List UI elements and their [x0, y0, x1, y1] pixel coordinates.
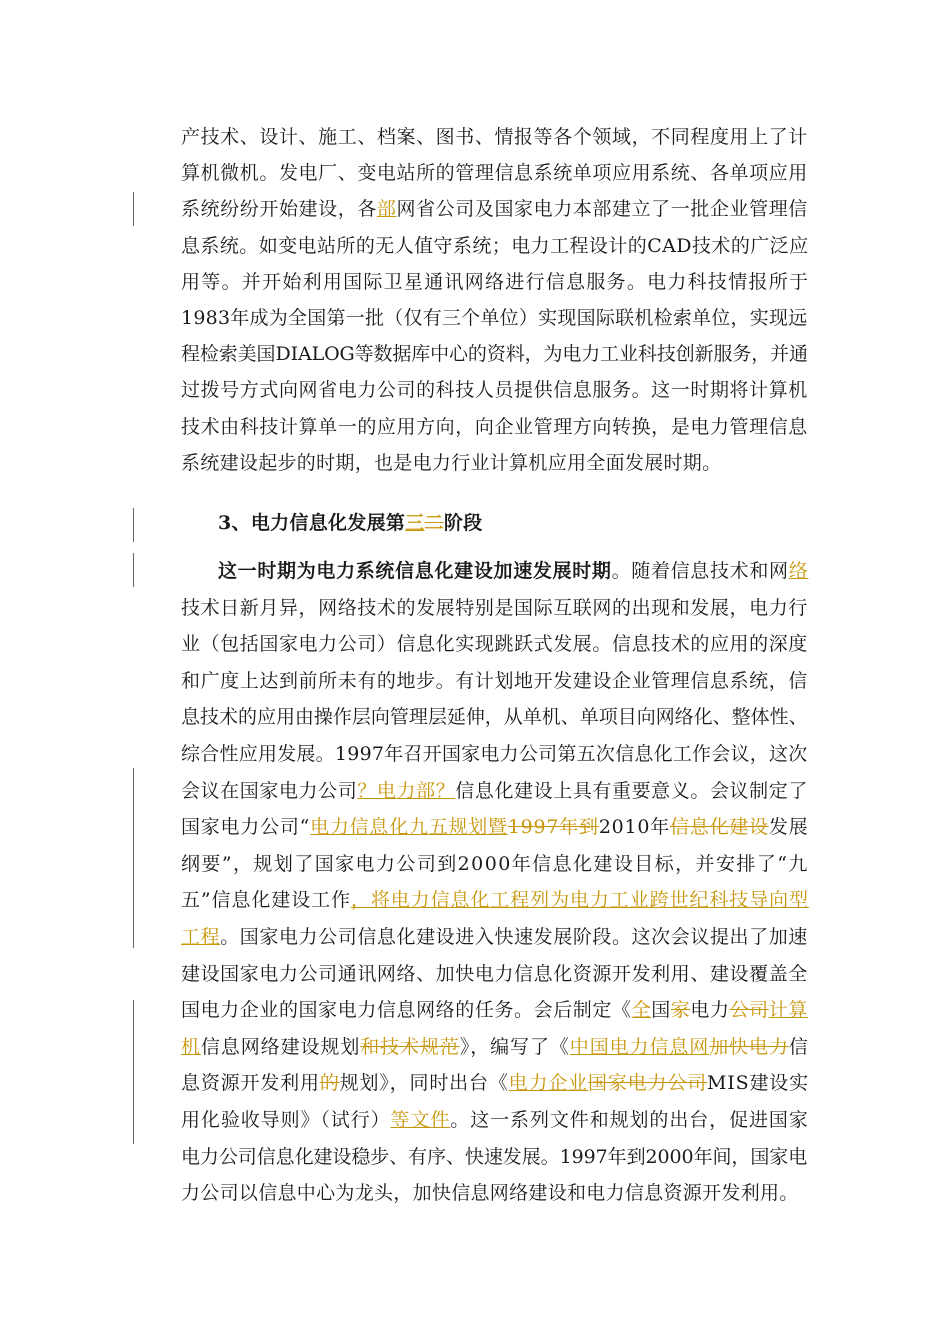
text-line	[181, 300, 808, 336]
text-run: 纲要”，规划了国家电力公司到2000年信息化建设目标，并安排了“九	[181, 853, 809, 875]
inserted-text: ，将电力信息化工程列为电力工业跨世纪科技导向型	[350, 889, 809, 911]
text-run: 3、电力信息化发展第	[218, 512, 406, 534]
text-run: 程检索美国DIALOG等数据库中心的资料，为电力工业科技创新服务，并通	[181, 343, 808, 365]
deleted-text: 二	[424, 512, 444, 534]
text-run: 系统纷纷开始建设，各	[181, 198, 377, 220]
text-run: 信息网络建设规划	[200, 1036, 361, 1058]
text-run: 息资源开发利用	[181, 1072, 320, 1094]
inserted-text: 全	[631, 999, 652, 1021]
text-run: 算机微机。发电厂、变电站所的管理信息系统单项应用系统、各单项应用	[181, 162, 808, 184]
inserted-text: 部	[376, 198, 397, 220]
inserted-text: 络	[788, 560, 809, 582]
text-run: 过拨号方式向网省电力公司的科技人员提供信息服务。这一时期将计算机	[181, 379, 808, 401]
inserted-text: 电力企业	[508, 1072, 588, 1094]
section-heading	[218, 505, 482, 541]
text-line	[181, 372, 808, 408]
text-run: 产技术、设计、施工、档案、图书、情报等各个领域，不同程度用上了计	[181, 126, 808, 148]
text-line	[181, 919, 808, 955]
text-run: 电力	[690, 999, 730, 1021]
text-run: 发展	[768, 816, 809, 838]
text-run: 信	[788, 1036, 809, 1058]
text-line	[181, 809, 808, 845]
text-run: 网省公司及国家电力本部建立了一批企业管理信	[396, 198, 808, 220]
text-line	[181, 155, 808, 191]
text-line	[181, 846, 809, 882]
deleted-text: 的	[319, 1072, 340, 1094]
text-run: 会议在国家电力公司	[181, 780, 358, 802]
deleted-text: 家	[670, 999, 691, 1021]
text-line	[181, 699, 808, 735]
text-run: 力公司以信息中心为龙头，加快信息网络建设和电力信息资源开发利用。	[181, 1182, 799, 1204]
text-run: 2010年	[598, 816, 671, 838]
inserted-text: 三	[405, 512, 425, 534]
text-line	[181, 191, 808, 227]
change-bar	[133, 768, 134, 948]
text-line	[181, 264, 809, 300]
text-run: 。国家电力公司信息化建设进入快速发展阶段。这次会议提出了加速	[220, 926, 808, 948]
text-line	[181, 1175, 799, 1211]
inserted-text: 机	[181, 1036, 201, 1058]
text-line	[181, 336, 808, 372]
inserted-text: 计算	[768, 999, 808, 1021]
text-line	[181, 119, 808, 155]
deleted-text: 1997年到	[507, 816, 599, 838]
deleted-text: 和技术规范	[360, 1036, 460, 1058]
text-run: 阶段	[443, 512, 483, 534]
inserted-text: 电力信息化九五规划暨	[310, 816, 508, 838]
text-line	[181, 773, 808, 809]
text-run: 业（包括国家电力公司）信息化实现跳跃式发展。信息技术的应用的深度	[181, 633, 808, 655]
text-line	[181, 992, 808, 1028]
text-run: 》，编写了《	[459, 1036, 570, 1058]
text-run: 信息化建设上具有重要意义。会议制定了	[455, 780, 808, 802]
text-line	[181, 1065, 809, 1101]
text-line	[181, 956, 808, 992]
deleted-text: 公司	[729, 999, 769, 1021]
text-run: 息技术的应用由操作层向管理层延伸，从单机、单项目向网络化、整体性、	[181, 706, 808, 728]
inserted-text: ？电力部？	[357, 780, 456, 802]
text-line	[181, 663, 808, 699]
deleted-text: 信息化建设	[670, 816, 769, 838]
text-run: 。这一系列文件和规划的出台，促进国家	[450, 1109, 809, 1131]
text-line	[181, 445, 721, 481]
text-line	[181, 882, 809, 918]
text-line	[181, 590, 808, 626]
change-bar	[133, 553, 134, 587]
text-run: 五”信息化建设工作	[181, 889, 351, 911]
text-line	[181, 228, 809, 264]
text-run: MIS建设实	[706, 1072, 809, 1094]
text-run: 这一时期为电力系统信息化建设加速发展时期	[218, 560, 612, 582]
change-bar	[133, 192, 134, 226]
text-run: 和广度上达到前所未有的地步。有计划地开发建设企业管理信息系统，信	[181, 670, 808, 692]
inserted-text: 工程	[181, 926, 221, 948]
text-run: 技术由科技计算单一的应用方向，向企业管理方向转换，是电力管理信息	[181, 416, 808, 438]
change-bar	[133, 1000, 134, 1144]
text-line	[181, 1102, 809, 1138]
text-run: 技术日新月异，网络技术的发展特别是国际互联网的出现和发展，电力行	[181, 597, 808, 619]
text-run: 建设国家电力公司通讯网络、加快电力信息化资源开发利用、建设覆盖全	[181, 963, 808, 985]
text-run: 综合性应用发展。1997年召开国家电力公司第五次信息化工作会议，这次	[181, 743, 808, 765]
text-run: 国家电力公司“	[181, 816, 311, 838]
text-run: 1983年成为全国第一批（仅有三个单位）实现国际联机检索单位，实现远	[181, 307, 808, 329]
text-line	[181, 736, 808, 772]
change-bar	[133, 508, 134, 542]
text-line	[181, 409, 808, 445]
text-line	[181, 626, 808, 662]
text-line	[218, 553, 808, 589]
text-run: 。随着信息技术和网	[611, 560, 789, 582]
deleted-text: 国家电力公司	[587, 1072, 707, 1094]
text-run: 用化验收导则》（试行）	[181, 1109, 391, 1131]
text-line	[181, 1139, 807, 1175]
inserted-text: 等文件	[390, 1109, 451, 1131]
text-run: 国	[651, 999, 671, 1021]
text-run: 用等。并开始利用国际卫星通讯网络进行信息服务。电力科技情报所于	[181, 271, 810, 293]
deleted-text: 加快电力	[709, 1036, 789, 1058]
text-run: 电力公司信息化建设稳步、有序、快速发展。1997年到2000年间，国家电	[181, 1146, 808, 1168]
text-run: 国电力企业的国家电力信息网络的任务。会后制定《	[181, 999, 632, 1021]
text-line	[181, 1029, 809, 1065]
text-run: 规划》，同时出台《	[339, 1072, 509, 1094]
text-run: 系统建设起步的时期，也是电力行业计算机应用全面发展时期。	[181, 452, 722, 474]
inserted-text: 中国电力信息网	[569, 1036, 710, 1058]
text-run: 息系统。如变电站所的无人值守系统；电力工程设计的CAD技术的广泛应	[181, 235, 809, 257]
